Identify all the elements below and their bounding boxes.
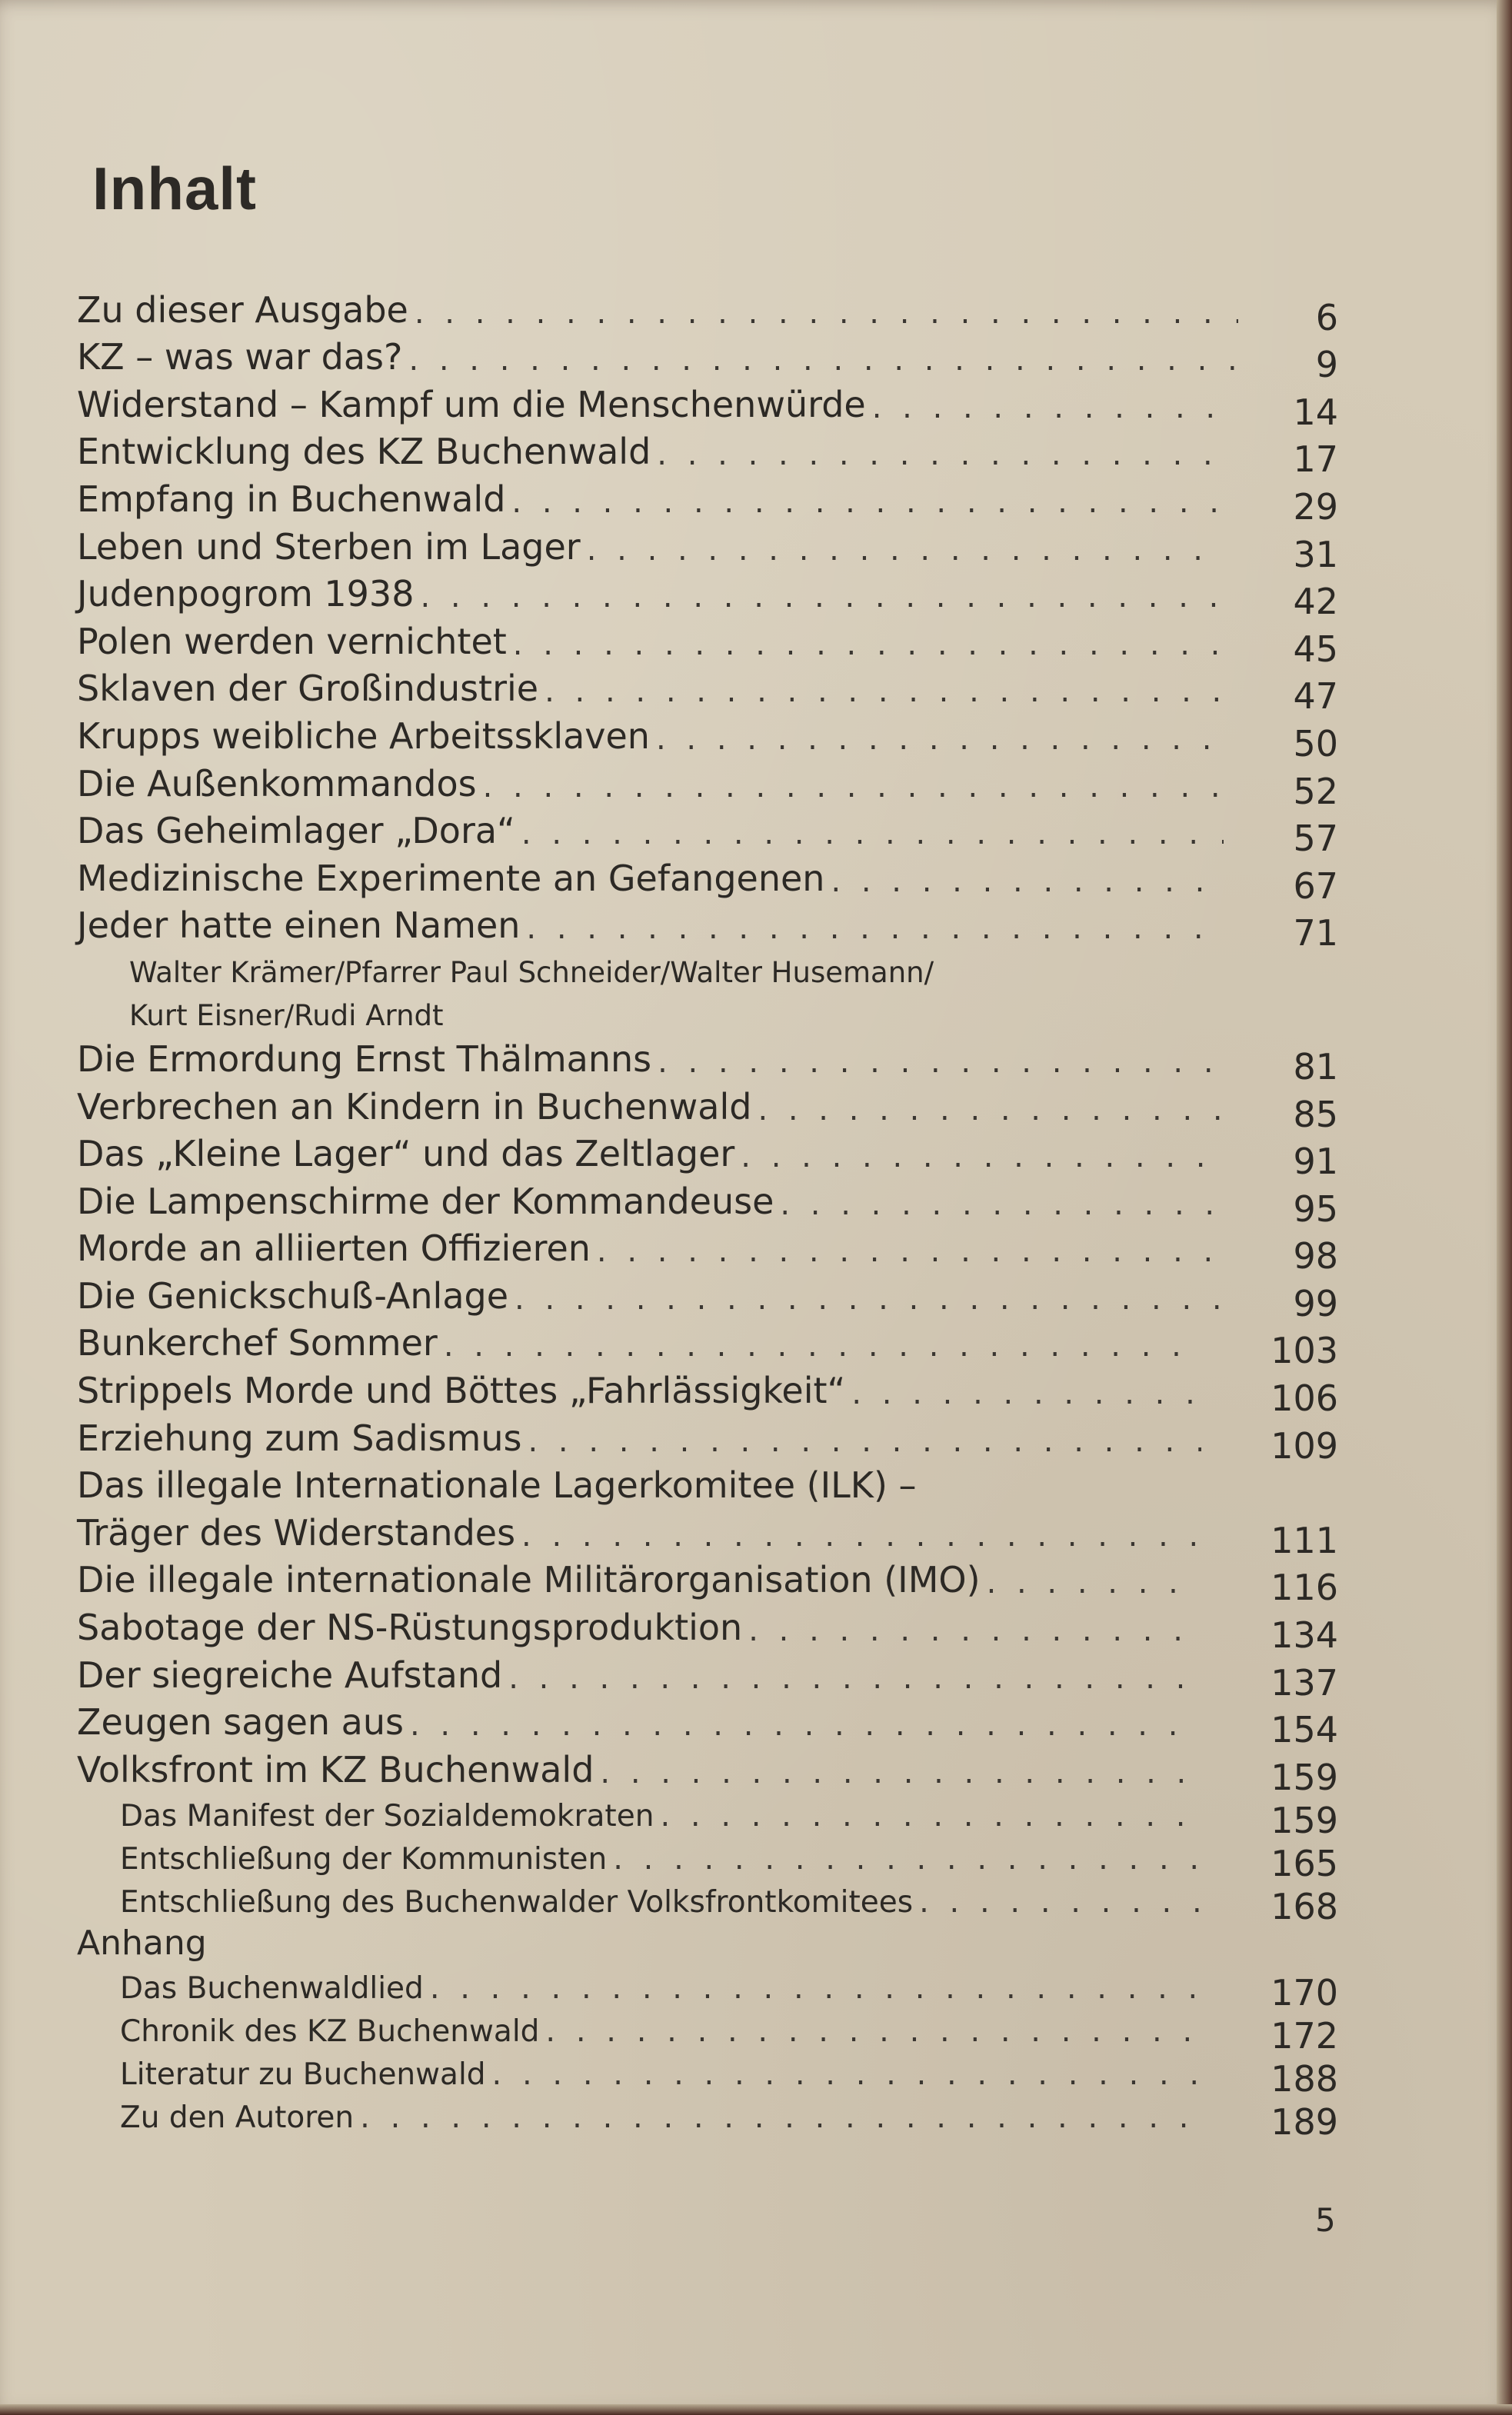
toc-entry — [77, 709, 1346, 764]
toc-entry — [77, 1554, 1346, 1609]
toc-entry — [77, 1317, 1346, 1372]
book-edge-right — [1497, 0, 1512, 2415]
toc-entry-label: Entwicklung des KZ Buchenwald — [77, 431, 651, 473]
toc-entry — [77, 1032, 1346, 1088]
toc-entry — [77, 331, 1346, 386]
leader-dots — [587, 532, 1224, 568]
leader-dots — [780, 1187, 1224, 1222]
toc-subentry — [77, 2006, 1346, 2057]
toc-entry — [77, 425, 1346, 481]
toc-entry-label: Verbrechen an Kindern in Buchenwald — [77, 1085, 752, 1128]
toc-entry-page: 45 — [1293, 628, 1338, 670]
toc-entry-label: Jeder hatte einen Namen — [77, 904, 521, 947]
toc-entry — [77, 1743, 1346, 1798]
leader-dots — [492, 2057, 1202, 2092]
toc-entry — [77, 1648, 1346, 1704]
toc-subentry-page: 168 — [1271, 1885, 1338, 1927]
toc-subentry-label: Zu den Autoren — [120, 2100, 355, 2135]
toc-entry-label: Morde an alliierten Offizieren — [77, 1227, 591, 1270]
leader-dots — [613, 1841, 1201, 1877]
leader-dots — [748, 1613, 1201, 1648]
leader-dots — [919, 1884, 1201, 1920]
toc-entry — [77, 1269, 1346, 1324]
leader-dots — [987, 1565, 1202, 1601]
toc-entry-page: 154 — [1271, 1709, 1338, 1751]
leader-dots — [526, 911, 1224, 946]
leader-dots — [600, 1755, 1201, 1790]
toc-subentry-page: 165 — [1271, 1842, 1338, 1884]
toc-entry-page: 52 — [1293, 770, 1338, 812]
toc-entry-page: 67 — [1293, 864, 1338, 907]
toc-entry-page: 42 — [1293, 581, 1338, 623]
leader-dots — [831, 864, 1224, 899]
leader-dots — [660, 1798, 1201, 1834]
toc-subentry-label: Entschließung der Kommunisten — [120, 1841, 608, 1877]
toc-subentry-label: Das Manifest der Sozialdemokraten — [120, 1798, 654, 1834]
toc-entry-page: 91 — [1293, 1141, 1338, 1183]
toc-subentry-label: Das Buchenwaldlied — [120, 1970, 424, 2006]
table-of-contents — [77, 283, 1346, 2143]
toc-entry — [77, 1128, 1346, 1183]
toc-entry-page: 50 — [1293, 722, 1338, 764]
toc-section-label: Anhang — [77, 1923, 207, 1963]
toc-entry-page: 14 — [1293, 391, 1338, 433]
toc-entry-label: Die Ermordung Ernst Thälmanns — [77, 1038, 652, 1080]
toc-subentry — [77, 1963, 1346, 2014]
toc-entry — [77, 1222, 1346, 1277]
toc-entry-label: Zeugen sagen aus — [77, 1701, 404, 1744]
leader-dots — [511, 485, 1224, 520]
leader-dots — [360, 2100, 1201, 2135]
toc-entry-page: 95 — [1293, 1188, 1338, 1230]
toc-entry-page: 106 — [1271, 1377, 1338, 1420]
toc-note — [77, 946, 1346, 989]
toc-subentry-page: 159 — [1271, 1799, 1338, 1841]
toc-entry-page: 81 — [1293, 1045, 1338, 1088]
toc-entry-label: Judenpogrom 1938 — [77, 573, 415, 615]
toc-entry-page: 9 — [1315, 344, 1338, 386]
toc-entry-page: 103 — [1271, 1330, 1338, 1372]
toc-subentry-label: Entschließung des Buchenwalder Volksfrontkomitees — [120, 1884, 914, 1920]
toc-entry-page: 116 — [1271, 1567, 1338, 1609]
toc-entry-page: 31 — [1293, 533, 1338, 575]
toc-entry — [77, 283, 1346, 338]
toc-entry-page: 29 — [1293, 485, 1338, 528]
toc-entry-page: 98 — [1293, 1235, 1338, 1277]
leader-dots — [513, 627, 1224, 662]
toc-section-heading — [77, 1920, 1346, 1963]
toc-entry — [77, 1411, 1346, 1467]
leader-dots — [741, 1139, 1224, 1174]
toc-subentry-label: Chronik des KZ Buchenwald — [120, 2014, 540, 2049]
toc-entry — [77, 520, 1346, 575]
toc-entry — [77, 1696, 1346, 1751]
toc-subentry — [77, 2049, 1346, 2100]
toc-entry-page: 17 — [1293, 438, 1338, 481]
toc-entry-label: Träger des Widerstandes — [77, 1511, 516, 1554]
toc-entry-label: Die Außenkommandos — [77, 762, 477, 804]
toc-subentry-label: Literatur zu Buchenwald — [120, 2057, 486, 2092]
toc-entry-page: 71 — [1293, 912, 1338, 954]
toc-note-label: Walter Krämer/Pfarrer Paul Schneider/Walter Husemann/ — [129, 956, 934, 990]
leader-dots — [656, 721, 1224, 757]
toc-entry-label: Zu dieser Ausgabe — [77, 288, 408, 331]
toc-entry-label: Das Geheimlager „Dora“ — [77, 810, 515, 852]
toc-entry-label: Sabotage der NS-Rüstungsproduktion — [77, 1607, 743, 1649]
toc-entry-page: 109 — [1271, 1424, 1338, 1467]
leader-dots — [545, 674, 1224, 709]
book-edge-bottom — [0, 2404, 1512, 2415]
toc-entry-label: Die illegale internationale Militärorganisation (IMO) — [77, 1559, 981, 1601]
toc-entry — [77, 757, 1346, 812]
toc-subentry — [77, 1834, 1346, 1884]
toc-entry-label: Das illegale Internationale Lagerkomitee (ILK) – — [77, 1464, 917, 1507]
toc-entry-label: Medizinische Experimente an Gefangenen — [77, 857, 825, 899]
toc-entry — [77, 1364, 1346, 1420]
toc-entry — [77, 568, 1346, 623]
leader-dots — [515, 1281, 1224, 1317]
toc-entry — [77, 899, 1346, 954]
toc-entry-page: 111 — [1271, 1519, 1338, 1561]
toc-entry-page: 85 — [1293, 1093, 1338, 1135]
toc-entry — [77, 472, 1346, 528]
toc-entry-label: Die Lampenschirme der Kommandeuse — [77, 1180, 774, 1222]
toc-subentry — [77, 2092, 1346, 2143]
toc-entry-label: Empfang in Buchenwald — [77, 478, 506, 520]
toc-subentry-page: 172 — [1271, 2014, 1338, 2057]
leader-dots — [758, 1092, 1224, 1128]
toc-subentry-page: 170 — [1271, 1971, 1338, 2014]
toc-note-label: Kurt Eisner/Rudi Arndt — [129, 999, 444, 1033]
page-number: 5 — [1315, 2201, 1336, 2239]
leader-dots — [508, 1661, 1201, 1696]
leader-dots — [545, 2014, 1201, 2049]
toc-entry-page: 134 — [1271, 1614, 1338, 1657]
leader-dots — [415, 295, 1238, 331]
toc-subentry — [77, 1790, 1346, 1841]
toc-entry-page: 47 — [1293, 675, 1338, 718]
toc-entry-label: Polen werden vernichtet — [77, 620, 507, 662]
toc-entry — [77, 1601, 1346, 1657]
leader-dots — [521, 1518, 1201, 1554]
toc-entry-label: Strippels Morde und Böttes „Fahrlässigkeit“ — [77, 1370, 846, 1412]
toc-entry — [77, 1080, 1346, 1135]
toc-entry-label: Der siegreiche Aufstand — [77, 1654, 503, 1696]
leader-dots — [483, 769, 1224, 804]
toc-entry-page: 57 — [1293, 818, 1338, 860]
toc-entry — [77, 1506, 1346, 1561]
toc-entry-label: Widerstand – Kampf um die Menschenwürde — [77, 383, 866, 425]
toc-entry-label: Das „Kleine Lager“ und das Zeltlager — [77, 1133, 735, 1175]
toc-entry-page: 159 — [1271, 1756, 1338, 1798]
leader-dots — [657, 437, 1224, 472]
toc-entry-label: Bunkerchef Sommer — [77, 1322, 438, 1364]
leader-dots — [597, 1234, 1224, 1269]
leader-dots — [430, 1970, 1201, 2006]
toc-entry-label: Sklaven der Großindustrie — [77, 668, 539, 710]
toc-entry — [77, 1174, 1346, 1230]
leader-dots — [408, 342, 1237, 378]
toc-note — [77, 989, 1346, 1032]
leader-dots — [410, 1707, 1201, 1743]
toc-entry-label: Die Genickschuß-Anlage — [77, 1274, 509, 1317]
toc-entry-label: KZ – was war das? — [77, 336, 403, 378]
toc-entry — [77, 378, 1346, 433]
toc-entry-label: Leben und Sterben im Lager — [77, 525, 581, 568]
leader-dots — [872, 390, 1224, 425]
leader-dots — [658, 1044, 1224, 1080]
toc-entry-page: 6 — [1315, 296, 1338, 338]
toc-entry-label: Erziehung zum Sadismus — [77, 1417, 522, 1459]
leader-dots — [444, 1328, 1201, 1364]
leader-dots — [851, 1376, 1201, 1411]
toc-entry — [77, 615, 1346, 670]
page-title: Inhalt — [92, 155, 257, 222]
toc-entry — [77, 662, 1346, 718]
leader-dots — [521, 816, 1224, 851]
toc-entry-page: 137 — [1271, 1661, 1338, 1704]
toc-entry — [77, 851, 1346, 907]
leader-dots — [528, 1424, 1201, 1459]
toc-subentry-page: 189 — [1271, 2100, 1338, 2143]
toc-entry-label: Volksfront im KZ Buchenwald — [77, 1748, 594, 1790]
toc-entry-line — [77, 1459, 1346, 1507]
toc-entry-page: 99 — [1293, 1282, 1338, 1324]
leader-dots — [420, 579, 1224, 615]
toc-subentry — [77, 1877, 1346, 1927]
toc-subentry-page: 188 — [1271, 2057, 1338, 2100]
toc-entry — [77, 804, 1346, 860]
toc-entry-label: Krupps weibliche Arbeitssklaven — [77, 715, 650, 757]
